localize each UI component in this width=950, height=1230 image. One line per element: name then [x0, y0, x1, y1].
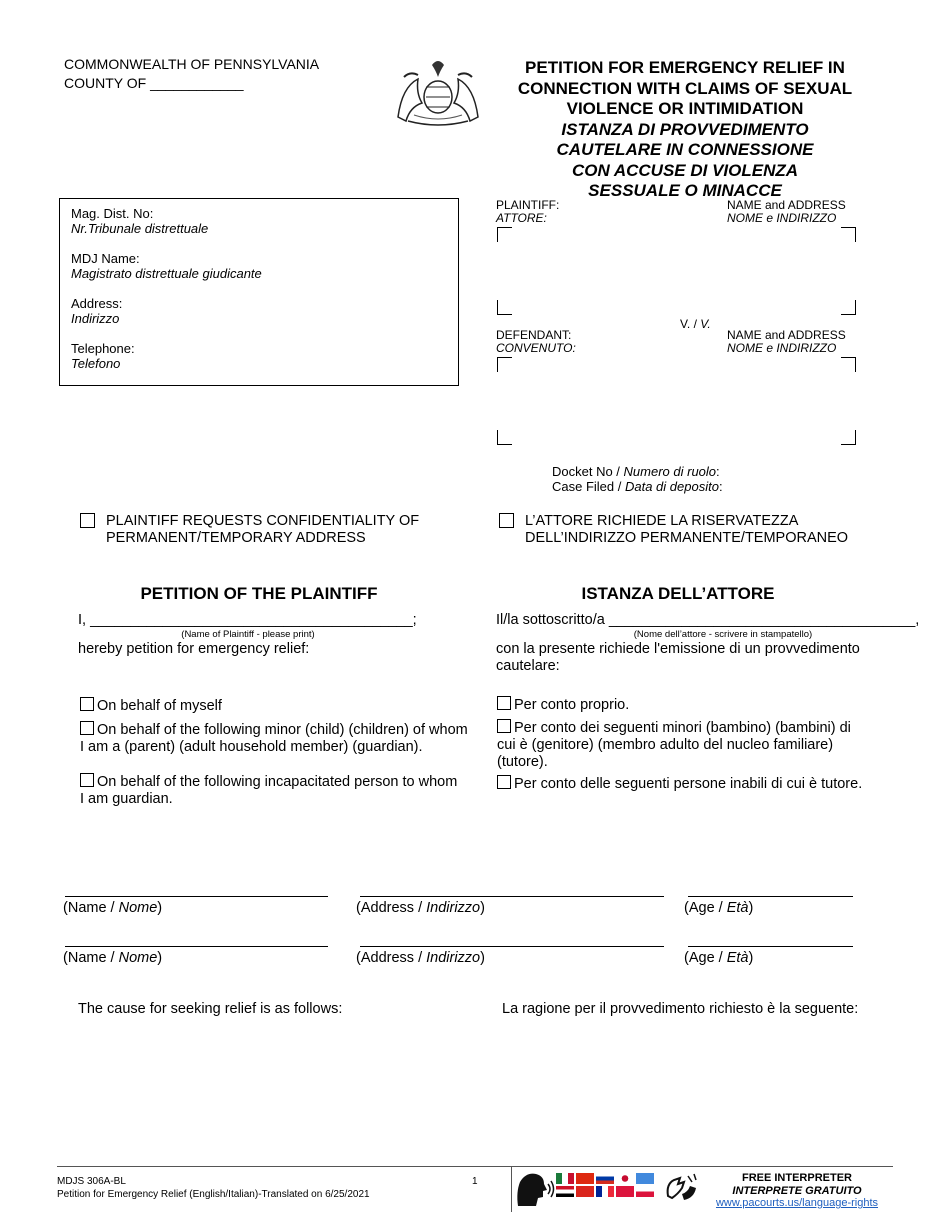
- address-field-label: (Address / Indirizzo): [356, 950, 485, 966]
- telephone-label-it: Telefono: [71, 356, 121, 371]
- case-filed-label: [552, 479, 723, 494]
- filed-colon: :: [718, 479, 723, 494]
- address-label-en: Address /: [360, 950, 427, 966]
- docket-it: Numero di ruolo: [623, 464, 717, 479]
- name-field-label: (Name / Nome): [63, 950, 163, 966]
- plaintiff-label: [496, 199, 559, 225]
- docket-en: Docket No /: [552, 464, 624, 479]
- mdj-name-label: MDJ Name:: [71, 251, 140, 266]
- name-input-line-2[interactable]: [65, 946, 328, 947]
- behalf-minor-checkbox-en[interactable]: [80, 721, 94, 735]
- docket-no-label: [552, 464, 723, 479]
- court-header: [64, 55, 319, 93]
- title-en-line: CONNECTION WITH CLAIMS OF SEXUAL: [517, 78, 853, 98]
- plaintiff-name-address-field[interactable]: [497, 227, 855, 315]
- language-flags-icon: [555, 1172, 663, 1198]
- behalf-self-checkbox-en[interactable]: [80, 697, 94, 711]
- document-title: [505, 58, 865, 202]
- defendant-label: [496, 329, 576, 355]
- confidentiality-en-line: PERMANENT/TEMPORARY ADDRESS: [106, 530, 366, 546]
- confidentiality-en-line: PLAINTIFF REQUESTS CONFIDENTIALITY OF: [106, 513, 420, 529]
- mag-dist-label: Mag. Dist. No:: [71, 206, 154, 221]
- title-it-line: CAUTELARE IN CONNESSIONE: [556, 140, 814, 159]
- docket-colon: :: [716, 464, 720, 479]
- cause-label-it: La ragione per il provvedimento richiesto è la seguente:: [502, 1001, 859, 1017]
- name-label-it: Nome: [118, 900, 158, 916]
- richiede-line: con la presente richiede l'emissione di un provvedimento: [496, 641, 860, 657]
- behalf-incap-label-en: I am guardian.: [80, 791, 173, 807]
- form-footer-info: [57, 1175, 370, 1201]
- address-label: Address:: [71, 296, 123, 311]
- defendant-label-en: DEFENDANT:: [496, 328, 572, 342]
- title-en-line: PETITION FOR EMERGENCY RELIEF IN: [525, 58, 845, 77]
- address-input-line-1[interactable]: [360, 896, 664, 897]
- footer-vertical-divider: [511, 1166, 512, 1212]
- versus-it: V.: [700, 317, 711, 331]
- confidentiality-request-it: [499, 513, 848, 547]
- name-label-en: Name /: [67, 950, 119, 966]
- address-label-en: Address /: [360, 900, 427, 916]
- name-input-line-1[interactable]: [65, 896, 328, 897]
- name-address-en: NAME and ADDRESS: [727, 328, 846, 342]
- cause-label-en: The cause for seeking relief is as follows:: [78, 1001, 343, 1017]
- petition-title-en: PETITION OF THE PLAINTIFF: [140, 584, 378, 603]
- defendant-name-address-field[interactable]: [497, 357, 855, 445]
- docket-info: [552, 464, 723, 494]
- behalf-self-label-en: On behalf of myself: [97, 698, 222, 714]
- behalf-minor-label-it: Per conto dei seguenti minori (bambino) (bambini) di: [514, 720, 851, 736]
- richiede-line: cautelare:: [496, 658, 560, 674]
- form-description: Petition for Emergency Relief (English/Italian)-Translated on 6/25/2021: [57, 1189, 370, 1200]
- plaintiff-name-line-en[interactable]: I, ________________________________________;: [78, 612, 417, 628]
- age-field-label: (Age / Età): [684, 950, 754, 966]
- behalf-minor-option-it: [497, 719, 877, 771]
- versus-label: [680, 318, 711, 331]
- county-label: COUNTY OF ____________: [64, 75, 244, 91]
- telephone-label: Telephone:: [71, 341, 135, 356]
- age-label-en: Age /: [688, 900, 727, 916]
- behalf-incap-option-it: [497, 775, 862, 793]
- plaintiff-label-it: ATTORE:: [496, 211, 547, 225]
- name-label-it: Nome: [118, 950, 158, 966]
- age-label-en: Age /: [688, 950, 727, 966]
- footer-divider: [57, 1166, 893, 1167]
- page-number: 1: [472, 1176, 478, 1187]
- behalf-incap-label-en: On behalf of the following incapacitated person to whom: [97, 774, 458, 790]
- interpreter-en: FREE INTERPRETER: [741, 1172, 852, 1184]
- mdj-info-box: [59, 198, 459, 386]
- behalf-minor-option-en: [80, 721, 475, 756]
- age-input-line-1[interactable]: [688, 896, 853, 897]
- defendant-label-it: CONVENUTO:: [496, 341, 576, 355]
- petition-title-it: ISTANZA DELL’ATTORE: [581, 584, 775, 603]
- behalf-minor-label-en: I am a (parent) (adult household member) (guardian).: [80, 739, 423, 755]
- title-it-line: ISTANZA DI PROVVEDIMENTO: [561, 119, 809, 139]
- age-input-line-2[interactable]: [688, 946, 853, 947]
- language-rights-link[interactable]: www.pacourts.us/language-rights: [715, 1197, 879, 1209]
- title-en-line: VIOLENCE OR INTIMIDATION: [566, 99, 804, 118]
- name-label-en: Name /: [67, 900, 119, 916]
- behalf-minor-label-it: cui è (genitore) (membro adulto del nucleo familiare): [497, 737, 834, 753]
- confidentiality-it-line: DELL’INDIRIZZO PERMANENTE/TEMPORANEO: [525, 530, 849, 546]
- behalf-incap-label-it: Per conto delle seguenti persone inabili di cui è tutore.: [514, 776, 863, 792]
- age-label-it: Età: [726, 900, 749, 916]
- confidentiality-checkbox-en[interactable]: [80, 513, 95, 528]
- address-label-it: Indirizzo: [71, 311, 120, 326]
- behalf-minor-checkbox-it[interactable]: [497, 719, 511, 733]
- address-input-line-2[interactable]: [360, 946, 664, 947]
- name-address-en: NAME and ADDRESS: [727, 198, 846, 212]
- behalf-minor-label-it: (tutore).: [497, 754, 548, 770]
- title-it-line: CON ACCUSE DI VIOLENZA: [571, 160, 799, 180]
- name-address-it: NOME e INDIRIZZO: [727, 211, 837, 225]
- filed-it: Data di deposito: [624, 479, 719, 494]
- behalf-incap-checkbox-it[interactable]: [497, 775, 511, 789]
- plaintiff-name-caption-it: (Nome dell’attore - scrivere in stampatello): [633, 629, 813, 640]
- versus-en: V. /: [680, 317, 701, 331]
- age-field-label: (Age / Età): [684, 900, 754, 916]
- age-label-it: Età: [726, 950, 749, 966]
- behalf-incap-checkbox-en[interactable]: [80, 773, 94, 787]
- mag-dist-label-it: Nr.Tribunale distrettuale: [71, 221, 209, 236]
- speaking-head-icon: [514, 1170, 556, 1208]
- plaintiff-name-address-label: [727, 199, 846, 225]
- interpreter-it: INTERPRETE GRATUITO: [732, 1184, 862, 1197]
- behalf-incap-option-en: [80, 773, 475, 808]
- form-id: MDJS 306A-BL: [57, 1176, 126, 1187]
- filed-en: Case Filed /: [552, 479, 625, 494]
- behalf-minor-label-en: On behalf of the following minor (child) (children) of whom: [97, 722, 468, 738]
- plaintiff-name-line-it[interactable]: Il/la sottoscritto/a ______________________________________,: [496, 612, 920, 628]
- plaintiff-name-caption-en: (Name of Plaintiff - please print): [181, 629, 315, 640]
- confidentiality-it-line: L’ATTORE RICHIEDE LA RISERVATEZZA: [525, 513, 799, 529]
- mdj-name-label-it: Magistrato distrettuale giudicante: [71, 266, 262, 281]
- name-address-it: NOME e INDIRIZZO: [727, 341, 837, 355]
- hereby-petition-text: hereby petition for emergency relief:: [78, 641, 310, 657]
- address-label-it: Indirizzo: [426, 900, 481, 916]
- behalf-self-checkbox-it[interactable]: [497, 696, 511, 710]
- sign-language-hands-icon: [664, 1172, 700, 1206]
- name-field-label: (Name / Nome): [63, 900, 163, 916]
- address-label-it: Indirizzo: [426, 950, 481, 966]
- pennsylvania-seal-icon: [388, 57, 488, 127]
- behalf-self-option-en: [80, 697, 222, 715]
- commonwealth-label: COMMONWEALTH OF PENNSYLVANIA: [64, 56, 320, 72]
- confidentiality-checkbox-it[interactable]: [499, 513, 514, 528]
- richiede-text: [496, 641, 860, 675]
- interpreter-notice: [702, 1172, 892, 1210]
- plaintiff-label-en: PLAINTIFF:: [496, 198, 560, 212]
- title-it-line: SESSUALE O MINACCE: [588, 181, 782, 200]
- defendant-name-address-label: [727, 329, 846, 355]
- behalf-self-label-it: Per conto proprio.: [514, 697, 630, 713]
- address-field-label: (Address / Indirizzo): [356, 900, 485, 916]
- behalf-self-option-it: [497, 696, 629, 714]
- confidentiality-request-en: [80, 513, 419, 547]
